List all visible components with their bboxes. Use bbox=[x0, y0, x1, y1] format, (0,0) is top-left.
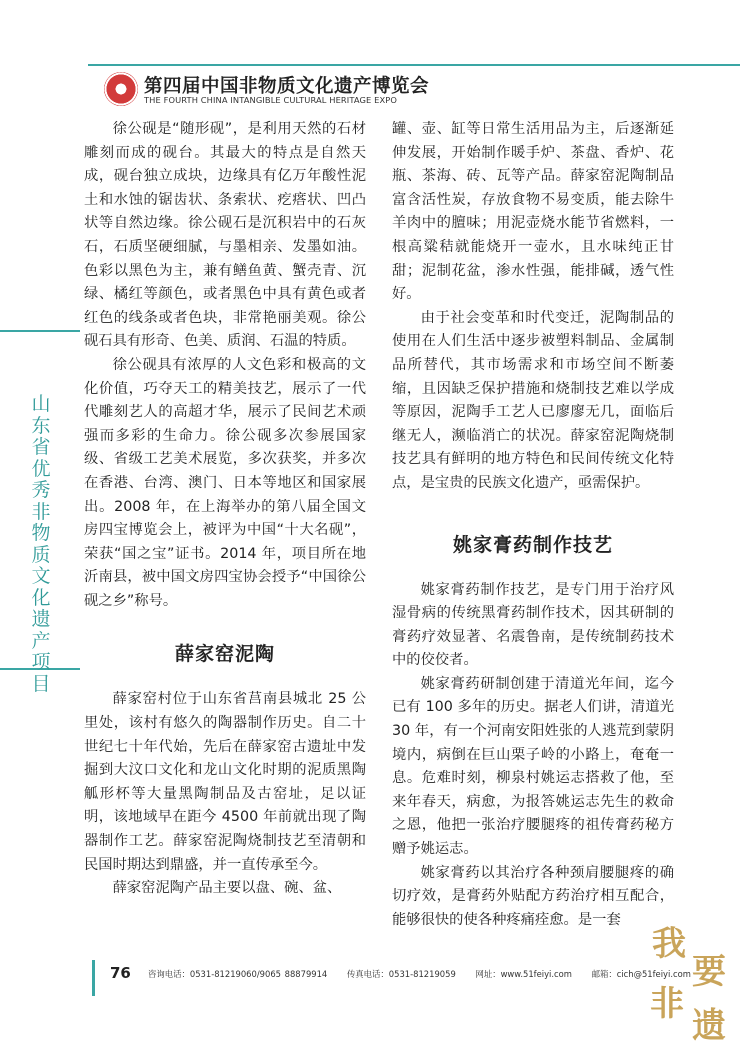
header-rule bbox=[88, 64, 740, 66]
section-title: 姚家膏药制作技艺 bbox=[452, 533, 613, 556]
expo-subtitle: THE FOURTH CHINA INTANGIBLE CULTURAL HERITAGE EXPO bbox=[144, 95, 397, 105]
right-column bbox=[392, 118, 674, 932]
footer-contact bbox=[148, 968, 707, 980]
paragraph: 姚家膏药研制创建于清道光年间，迄今已有 100 多年的历史。据老人们讲，清道光 30 年，有一个河南安阳姓张的人逃荒到蒙阴境内，病倒在巨山栗子岭的小路上，奄奄一息。危难时刻，柳泉村姚运志搭救了他，至来年春天，病愈，为报答姚运志先生的救命之恩，他把一张治疗腰腿疼的祖传膏药秘方赠予姚运志。 bbox=[392, 675, 674, 858]
left-column bbox=[84, 118, 366, 901]
consult-phone: 咨询电话：0531-81219060/9065 88879914 bbox=[148, 969, 328, 979]
side-title: 山东省优秀非物质文化遗产项目 bbox=[31, 393, 51, 695]
paragraph: 薛家窑泥陶产品主要以盘、碗、盆、 bbox=[112, 880, 342, 897]
expo-logo-icon bbox=[104, 72, 138, 106]
stamp-char: 非 bbox=[650, 984, 684, 1024]
paragraph: 姚家膏药制作技艺，是专门用于治疗风湿骨病的传统黑膏药制作技术，因其研制的膏药疗效显著、名震鲁南，是传统制药技术中的佼佼者。 bbox=[392, 581, 674, 669]
paragraph: 薛家窑村位于山东省莒南县城北 25 公里处，该村有悠久的陶器制作历史。自二十世纪七十年代始，先后在薛家窑古遗址中发掘到大汶口文化和龙山文化时期的泥质黑陶觚形杯等大量黑陶制品及古窑址，足以证明，该地域早在距今 4500 年前就出现了陶器制作工艺。薛家窑泥陶烧制技艺至清朝和民国时期达到鼎盛，并一直传承至今。 bbox=[84, 691, 366, 873]
expo-title: 第四届中国非物质文化遗产博览会 bbox=[144, 76, 430, 97]
footer-bar bbox=[92, 960, 95, 996]
stamp-char: 我 bbox=[652, 924, 686, 964]
email-link[interactable]: 邮箱：cich@51feiyi.com bbox=[591, 969, 691, 979]
stamp-char: 要 bbox=[692, 952, 726, 992]
fax-number: 传真电话：0531-81219059 bbox=[346, 969, 456, 979]
stamp-char: 遗 bbox=[692, 1006, 726, 1046]
calligraphy-stamp bbox=[646, 910, 736, 1046]
paragraph: 罐、壶、缸等日常生活用品为主，后逐渐延伸发展，开始制作暖手炉、茶盘、香炉、花瓶、茶海、砖、瓦等产品。薛家窑泥陶制品富含活性炭，存放食物不易变质，能去除牛羊肉中的膻味；用泥壶烧水能节省燃料，一根高粱秸就能烧开一壶水，且水味纯正甘甜；泥制花盆，渗水性强，能排碱，透气性好。 bbox=[392, 121, 674, 303]
paragraph: 徐公砚具有浓厚的人文色彩和极高的文化价值，巧夺天工的精美技艺，展示了一代代雕刻艺人的高超才华，展示了民间艺术顽强而多彩的生命力。徐公砚多次参展国家级、省级工艺美术展览，多次获奖，并多次在香港、台湾、澳门、日本等地区和国家展出。2008 年，在上海举办的第八届全国文房四宝博览会上，被评为中国“十大名砚”，荣获“国之宝”证书。2014 年，项目所在地沂南县，被中国文房四宝协会授予“中国徐公砚之乡”称号。 bbox=[84, 356, 366, 609]
section-title: 薛家窑泥陶 bbox=[174, 643, 275, 666]
paragraph: 徐公砚是“随形砚”，是利用天然的石材雕刻而成的砚台。其最大的特点是自然天成，砚台独立成块，边缘具有亿万年酸性泥土和水蚀的锯齿状、条索状、疙瘩状、凹凸状等自然边缘。徐公砚石是沉积岩中的石灰石，石质坚硬细腻，与墨相亲、发墨如油。色彩以黑色为主，兼有鳝鱼黄、蟹壳青、沉绿、橘红等颜色，或者黑色中具有黄色或者红色的线条或者色块，非常艳丽美观。徐公砚石具有形奇、色美、质润、石温的特质。 bbox=[84, 121, 366, 350]
website-link[interactable]: 网址：www.51feiyi.com bbox=[475, 969, 572, 979]
paragraph: 由于社会变革和时代变迁，泥陶制品的使用在人们生活中逐步被塑料制品、金属制品所替代，其市场需求和市场空间不断萎缩，且因缺乏保护措施和烧制技艺难以学成等原因，泥陶手工艺人已廖廖无几，面临后继无人，濒临消亡的状况。薛家窑泥陶烧制技艺具有鲜明的地方特色和民间传统文化特点，是宝贵的民族文化遗产，亟需保护。 bbox=[392, 309, 674, 491]
paragraph: 姚家膏药以其治疗各种颈肩腰腿疼的确切疗效，是膏药外贴配方药治疗相互配合，能够很快的使各种疼痛痊愈。是一套 bbox=[392, 864, 674, 928]
page-number: 76 bbox=[110, 964, 131, 982]
